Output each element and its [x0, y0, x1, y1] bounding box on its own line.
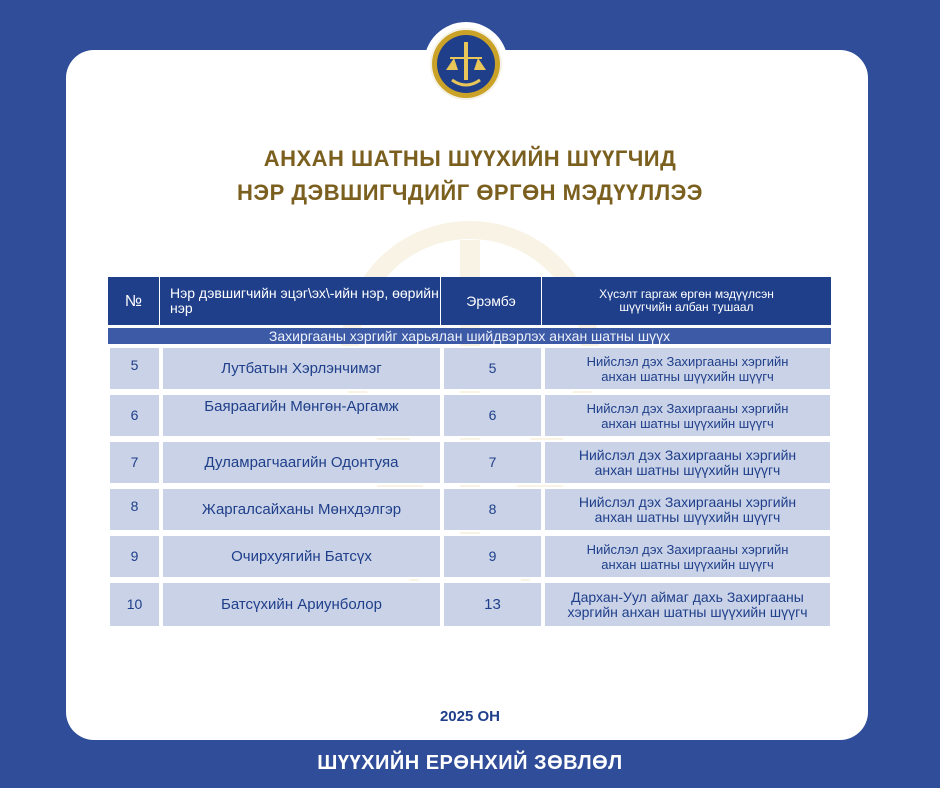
- header-position: Хүсэлт гаргаж өргөн мэдүүлсэн шүүгчийн албан тушаал: [542, 277, 831, 325]
- row-rank: 9: [442, 534, 543, 579]
- row-number: 7: [108, 440, 161, 485]
- footer-year: 2025 ОН: [439, 708, 501, 725]
- row-name: Баяраагийн Мөнгөн-Аргамж: [161, 393, 442, 438]
- header-number: №: [108, 277, 160, 325]
- row-position: Нийслэл дэх Захиргааны хэргийн анхан шатны шүүхийн шүүгч: [543, 440, 832, 485]
- header-name: Нэр дэвшигчийн эцэг\эх\-ийн нэр, өөрийн нэр: [160, 277, 441, 325]
- page-title-line1: АНХАН ШАТНЫ ШҮҮХИЙН ШҮҮГЧИД: [263, 146, 677, 171]
- row-position: Нийслэл дэх Захиргааны хэргийн анхан шатны шүүхийн шүүгч: [543, 487, 832, 532]
- row-position: Дархан-Уул аймаг дахь Захиргааны хэргийн анхан шатны шүүхийн шүүгч: [543, 581, 832, 628]
- row-rank: 5: [442, 346, 543, 391]
- section-label: Захиргааны хэргийг харьялан шийдвэрлэх анхан шатны шүүх: [108, 328, 831, 344]
- row-number: 5: [108, 346, 161, 391]
- row-rank: 8: [442, 487, 543, 532]
- row-name: Лутбатын Хэрлэнчимэг: [161, 346, 442, 391]
- row-rank: 7: [442, 440, 543, 485]
- row-number: 8: [108, 487, 161, 532]
- row-number: 9: [108, 534, 161, 579]
- row-name: Очирхуягийн Батсүх: [161, 534, 442, 579]
- row-name: Батсүхийн Ариунболор: [161, 581, 442, 628]
- row-position: Нийслэл дэх Захиргааны хэргийн анхан шатны шүүхийн шүүгч: [543, 534, 832, 579]
- court-emblem: [424, 22, 508, 106]
- row-rank: 6: [442, 393, 543, 438]
- row-position: Нийслэл дэх Захиргааны хэргийн анхан шатны шүүхийн шүүгч: [543, 346, 832, 391]
- row-number: 6: [108, 393, 161, 438]
- row-position: Нийслэл дэх Захиргааны хэргийн анхан шатны шүүхийн шүүгч: [543, 393, 832, 438]
- row-name: Жаргалсайханы Мөнхдэлгэр: [161, 487, 442, 532]
- header-rank: Эрэмбэ: [441, 277, 542, 325]
- page-title-line2: НЭР ДЭВШИГЧДИЙГ ӨРГӨН МЭДҮҮЛЛЭЭ: [237, 180, 703, 205]
- emblem-icon: [430, 28, 502, 100]
- footer-organization: ШҮҮХИЙН ЕРӨНХИЙ ЗӨВЛӨЛ: [317, 752, 623, 774]
- row-name: Дуламрагчаагийн Одонтуяа: [161, 440, 442, 485]
- row-number: 10: [108, 581, 161, 628]
- row-rank: 13: [442, 581, 543, 628]
